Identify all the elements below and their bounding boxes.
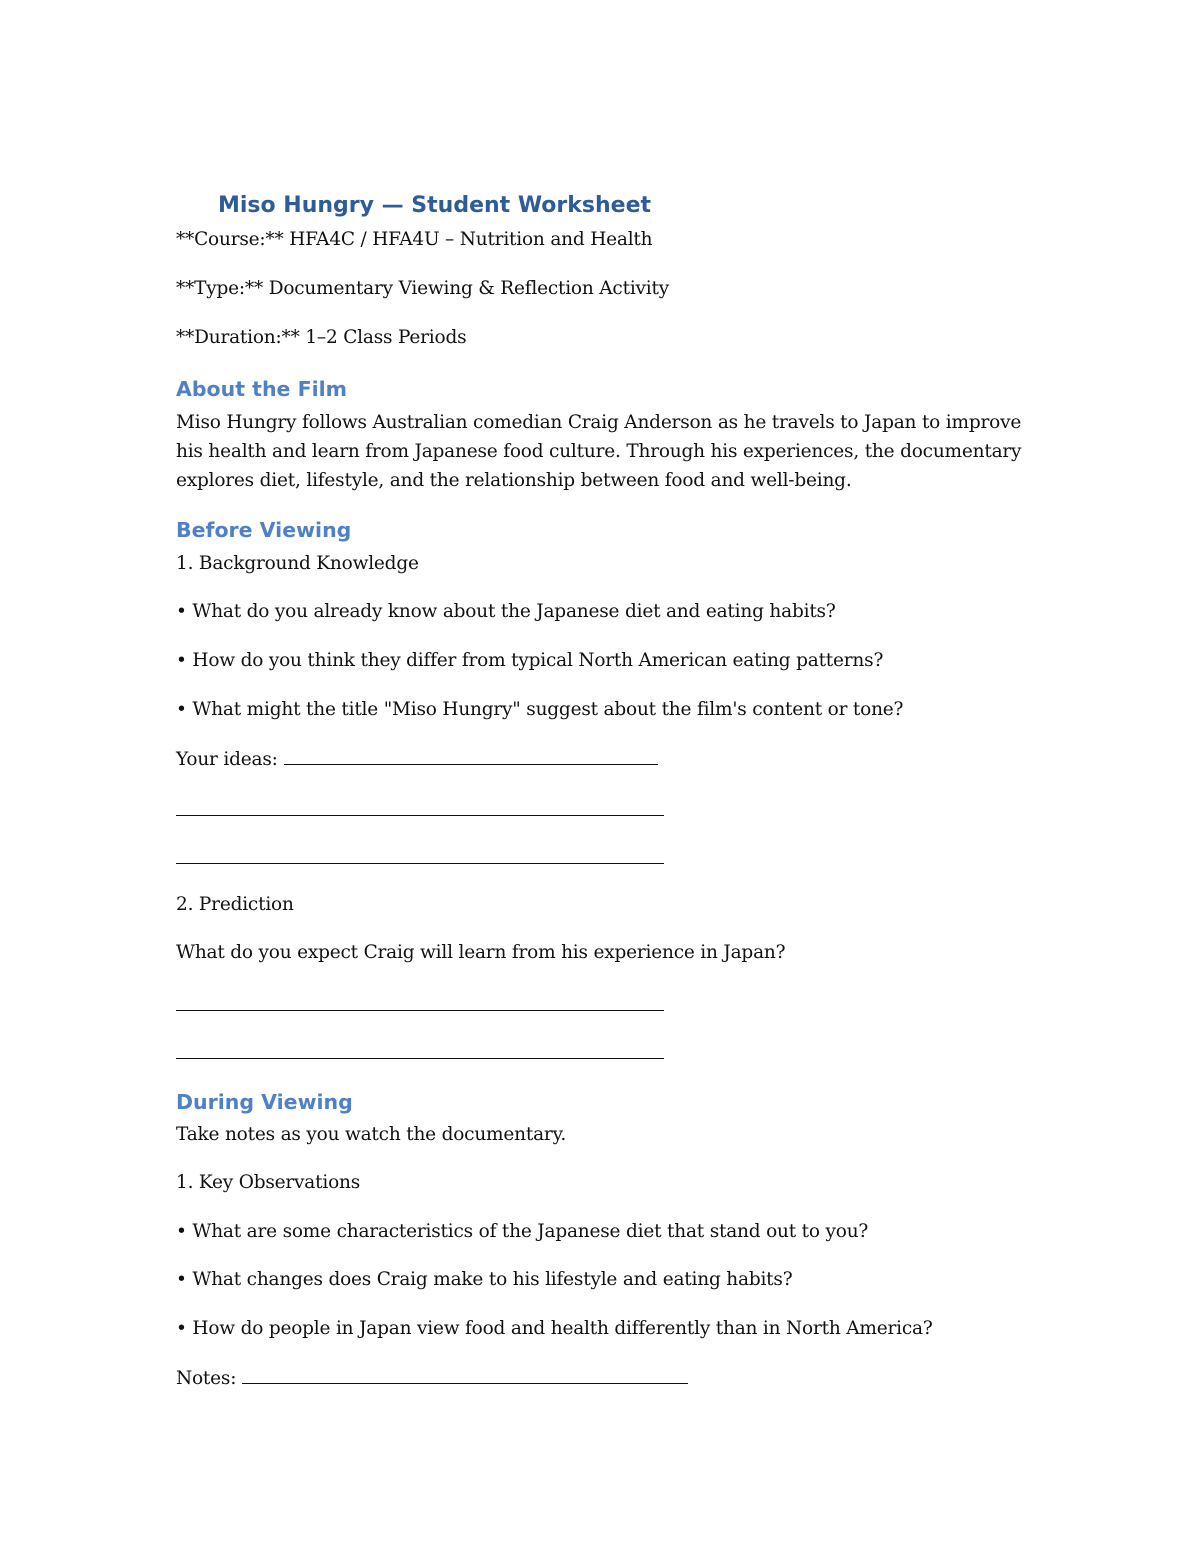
before-q1-label: 1. Background Knowledge [176,553,419,574]
page-title: Miso Hungry — Student Worksheet [218,193,652,218]
ideas-row [176,744,658,774]
before-q2-label: 2. Prediction [176,894,294,915]
notes-row [176,1363,688,1393]
during-bullet: • How do people in Japan view food and health differently than in North America? [176,1318,933,1339]
before-bullet: • What do you already know about the Japanese diet and eating habits? [176,601,836,622]
answer-line[interactable] [176,1058,664,1059]
during-heading: During Viewing [176,1090,353,1114]
answer-line[interactable] [176,863,664,864]
before-bullet: • How do you think they differ from typical North American eating patterns? [176,650,884,671]
notes-answer-line[interactable] [242,1363,688,1384]
during-intro: Take notes as you watch the documentary. [176,1124,567,1145]
about-heading: About the Film [176,377,348,401]
during-q1-label: 1. Key Observations [176,1172,361,1193]
answer-line[interactable] [176,1010,664,1011]
meta-type: **Type:** Documentary Viewing & Reflection Activity [176,278,669,299]
ideas-answer-line[interactable] [284,744,658,765]
meta-course: **Course:** HFA4C / HFA4U – Nutrition and Health [176,229,653,250]
before-q2-question: What do you expect Craig will learn from his experience in Japan? [176,942,786,963]
before-bullet: • What might the title "Miso Hungry" suggest about the film's content or tone? [176,699,904,720]
before-heading: Before Viewing [176,518,352,542]
answer-line[interactable] [176,815,664,816]
during-bullet: • What are some characteristics of the Japanese diet that stand out to you? [176,1221,869,1242]
meta-duration: **Duration:** 1–2 Class Periods [176,327,467,348]
during-bullet: • What changes does Craig make to his lifestyle and eating habits? [176,1269,793,1290]
notes-label: Notes: [176,1368,237,1389]
ideas-label: Your ideas: [176,749,278,770]
about-body: Miso Hungry follows Australian comedian Craig Anderson as he travels to Japan to improve his health and learn from Japanese food culture. Through his experiences, the documentary explores diet, lifestyle, and the relationship between food and well-being. [176,412,1022,491]
